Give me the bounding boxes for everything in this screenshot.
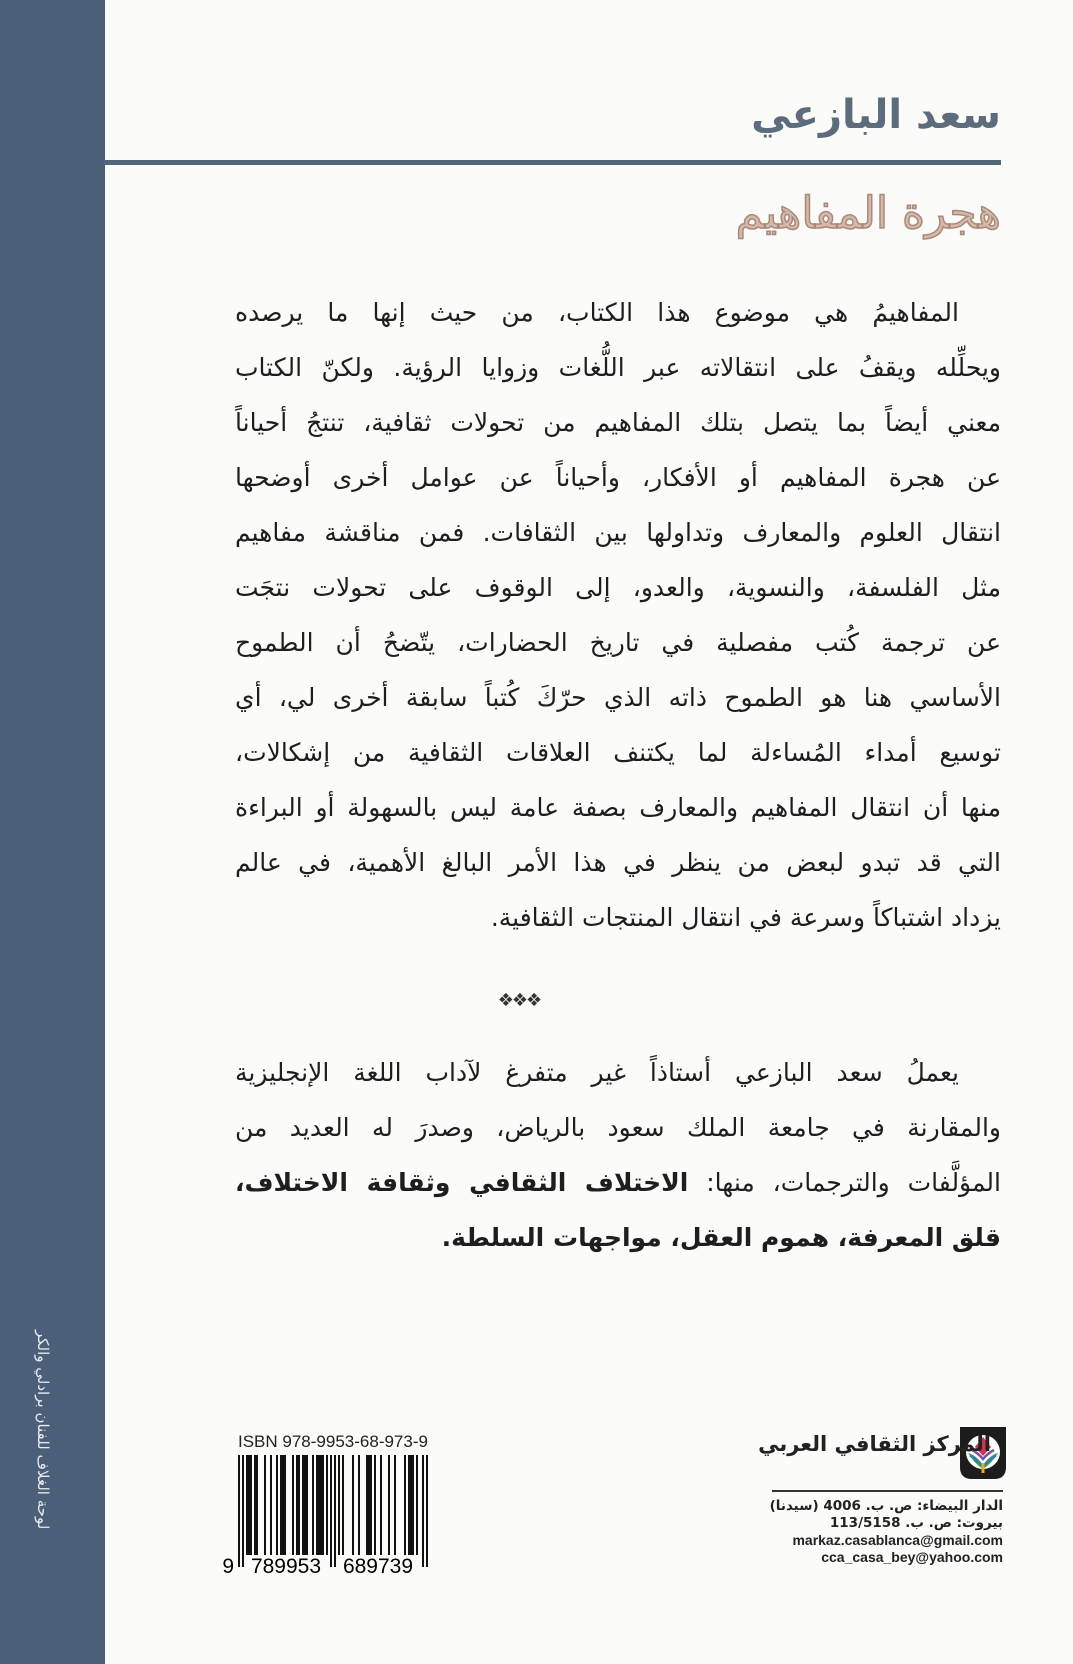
blurb-line: انتقال العلوم والمعارف وتداولها بين الثقافات. فمن مناقشة مفاهيم [235, 518, 1001, 547]
barcode-bar [316, 1455, 318, 1555]
barcode-bar [412, 1455, 414, 1555]
barcode-bar [298, 1455, 300, 1555]
barcode-bar [318, 1455, 320, 1555]
barcode-bar [280, 1455, 282, 1555]
author-bio [235, 1045, 1001, 1265]
barcode-digits: 9 [222, 1555, 234, 1575]
divider [772, 1490, 1003, 1492]
blurb-line: الأساسي هنا هو الطموح ذاته الذي حرّكَ كُتباً سابقة أخرى لي، أي [235, 683, 1001, 712]
barcode-bar [426, 1455, 428, 1567]
blurb-line: عن ترجمة كُتب مفصلية في تاريخ الحضارات، يتّضحُ أن الطموح [235, 628, 1001, 657]
blurb-line: مثل الفلسفة، والنسوية، والعدو، إلى الوقوف على تحولات نتجَت [235, 573, 1001, 602]
book-title: هجرة المفاهيم [735, 188, 1001, 239]
barcode-bar [250, 1455, 252, 1555]
blurb-line: ويحلِّله ويقفُ على انتقالاته عبر اللُّغات وزوايا الرؤية. ولكنّ الكتاب [235, 353, 1001, 382]
barcode-bar [320, 1455, 322, 1555]
barcode-bar [242, 1455, 244, 1567]
barcode-bar [380, 1455, 382, 1555]
publisher-name: المركز الثقافي العربي [758, 1432, 991, 1456]
barcode-bar [352, 1455, 354, 1555]
barcode-bar [292, 1455, 294, 1555]
barcode-bar [264, 1455, 266, 1555]
barcode-bar [276, 1455, 278, 1555]
barcode-bar [370, 1455, 372, 1555]
blurb-line: معني أيضاً بما يتصل بتلك المفاهيم من تحولات ثقافية، تنتجُ أحياناً [235, 408, 1001, 437]
barcode-bar [306, 1455, 308, 1555]
bio-line: المؤلَّفات والترجمات، منها: الاختلاف الثقافي وثقافة الاختلاف، [235, 1168, 1001, 1197]
blurb-line: توسيع أمداء المُساءلة لما يكتنف العلاقات الثقافية من إشكالات، [235, 738, 1001, 767]
barcode-bar [408, 1455, 410, 1555]
barcode-bar [366, 1455, 368, 1555]
email-link[interactable]: markaz.casablanca@gmail.com [792, 1532, 1003, 1548]
barcode-bar [394, 1455, 396, 1555]
barcode-digits: 689739 [342, 1555, 414, 1575]
barcode-bar [330, 1455, 332, 1567]
isbn-label: ISBN 978-9953-68-973-9 [238, 1432, 428, 1451]
blurb-line: عن هجرة المفاهيم أو الأفكار، وأحياناً عن عوامل أخرى أوضحها [235, 463, 1001, 492]
barcode-bar [248, 1455, 250, 1555]
barcode-bar [302, 1455, 304, 1555]
barcode-bar [416, 1455, 418, 1555]
bio-line: قلق المعرفة، هموم العقل، مواجهات السلطة. [441, 1223, 1001, 1252]
author-name: سعد البازعي [751, 92, 1001, 138]
barcode-bar [374, 1455, 376, 1555]
barcode-bar [322, 1455, 324, 1555]
barcode-bar [358, 1455, 360, 1555]
blurb [235, 285, 1001, 945]
barcode-bar [254, 1455, 256, 1555]
barcode-bar [368, 1455, 370, 1555]
bio-line: والمقارنة في جامعة الملك سعود بالرياض، وصدرَ له العديد من [235, 1113, 1001, 1142]
barcode-bar [338, 1455, 340, 1555]
bio-line: يعملُ سعد البازعي أستاذاً غير متفرغ لآداب اللغة الإنجليزية [235, 1058, 959, 1087]
barcode [222, 1455, 442, 1575]
barcode-bar [270, 1455, 272, 1555]
barcode-bar [342, 1455, 344, 1555]
divider [104, 160, 1001, 165]
barcode-bar [296, 1455, 298, 1555]
address-beirut: بيروت: ص. ب. 113/5158 [829, 1515, 1003, 1531]
barcode-bar [304, 1455, 306, 1555]
publisher-contact [770, 1498, 1003, 1566]
barcode-digits: 789953 [250, 1555, 322, 1575]
barcode-bar [256, 1455, 258, 1555]
barcode-bar [404, 1455, 406, 1555]
barcode-bar [312, 1455, 314, 1555]
address-casablanca: الدار البيضاء: ص. ب. 4006 (سيدنا) [769, 1498, 1003, 1514]
barcode-bar [238, 1455, 240, 1567]
email-link[interactable]: cca_casa_bey@yahoo.com [821, 1549, 1003, 1565]
cover-art-credit: لوحة الغلاف للفنان برادلي والكر [34, 1330, 52, 1530]
barcode-bar [326, 1455, 328, 1555]
barcode-bar [388, 1455, 390, 1555]
blurb-line: المفاهيمُ هي موضوع هذا الكتاب، من حيث إنها ما يرصده [235, 298, 959, 327]
blurb-line: يزداد اشتباكاً وسرعة في انتقال المنتجات الثقافية. [490, 903, 1001, 932]
blurb-line: منها أن انتقال المفاهيم والمعارف بصفة عامة ليس بالسهولة أو البراءة [235, 793, 1001, 822]
barcode-bar [282, 1455, 284, 1555]
blurb-line: التي قد تبدو لبعض من ينظر في هذا الأمر البالغ الأهمية، في عالم [235, 848, 1001, 877]
barcode-bar [284, 1455, 286, 1555]
separator-ornament: ❖❖❖ [497, 990, 541, 1011]
barcode-bar [334, 1455, 336, 1567]
barcode-bar [410, 1455, 412, 1555]
barcode-bar [422, 1455, 424, 1567]
book-spine [0, 0, 105, 1664]
barcode-bar [246, 1455, 248, 1555]
